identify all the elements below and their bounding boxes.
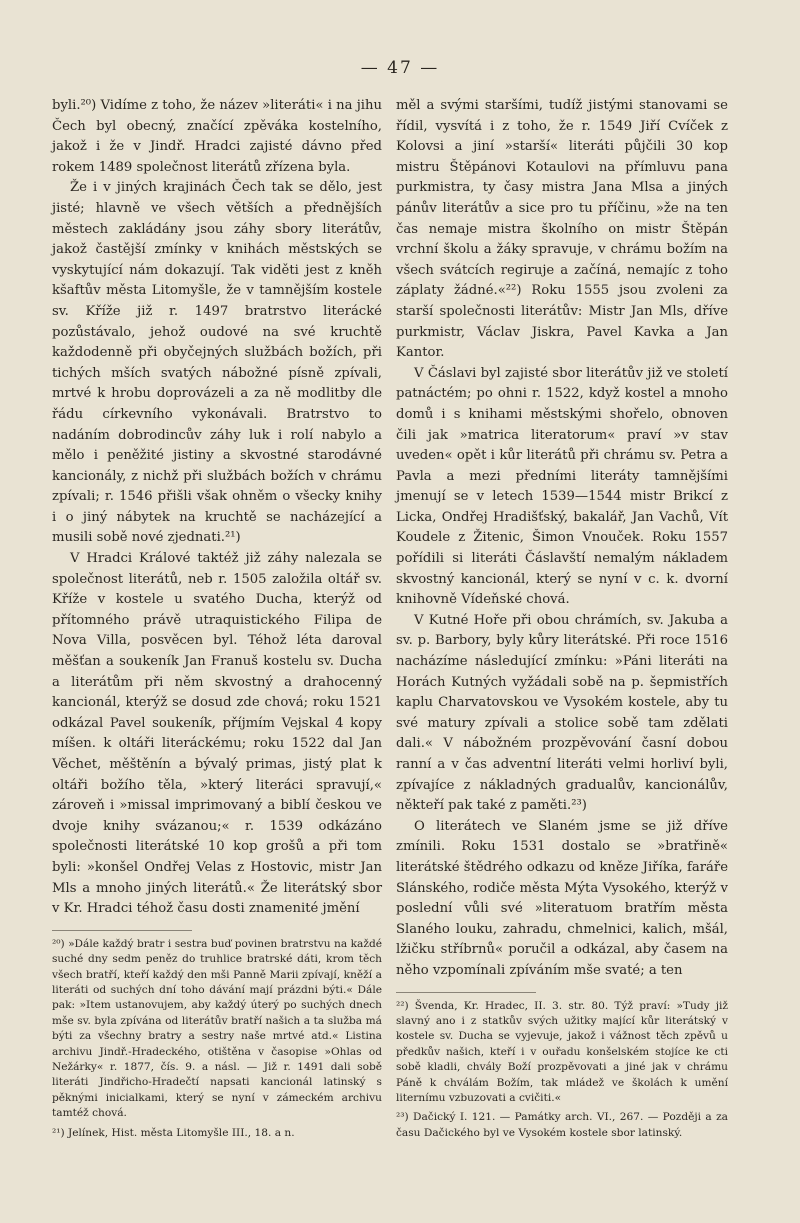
footnote-divider [52,930,192,931]
paragraph: O literátech ve Slaném jsme se již dříve zmínili. Roku 1531 dostalo se »bratřině« literátské štědrého odkazu od kněze Jiříka, faráře Slánského, rodiče města Mýta Vysokého, kterýž v poslední vůli své »literatuom bratřím města Slaného louku, zahradu, chmelnici, kalich, mšál, lžičku stříbrnů« poručil a odkázal, aby časem na něho vzpomínali zpíváním mše svaté; a ten [396,818,728,978]
paragraph: V Kutné Hoře při obou chrámích, sv. Jakuba a sv. p. Barbory, byly kůry literátské. Při roce 1516 nacházíme následující zmínku: »Páni literáti na Horách Kutných vyžádali sobě na p. šepmistřích kaplu Charvatovskou ve Vysokém kostele, aby tu své matury zpívali a stolice sobě tam zdělati dali.« V nábožném prozpěvování časní dobou ranní a v čas adventní literáti velmi horliví byli, zpívajíce z nákladných gradualův, kancionálův, někteří pak také z paměti.²³) [396,612,728,814]
paragraph: měl a svými staršími, tudíž jistými stanovami se řídil, vysvítá i z toho, že r. 1549 Jiří Cvíček z Kolovsi a jiní »starší« literáti půjčili 30 kop mistru Štěpánovi Kotaulovi na přímluvu pana purkmistra, ty časy mistra Jana Mlsa a jiných pánův literátův a sice pro tu příčinu, »že na ten čas nemaje mistra školního on mistr Štěpán vrchní školu a žáky spravuje, v chrámu božím na všech svátcích regiruje a začíná, nemajíc z toho záplaty žádné.«²²) Roku 1555 jsou zvoleni za starší společnosti literátův: Mistr Jan Mls, dříve purkmistr, Václav Jiskra, Pavel Kavka a Jan Kantor. [396,98,728,361]
paragraph: V Hradci Králové taktéž již záhy nalezala se společnost literátů, neb r. 1505 založila oltář sv. Kříže v kostele u svatého Ducha, kterýž od přítomného právě utraquistického Filipa de Nova Villa, posvěcen byl. Téhož léta daroval měšťan a soukeník Jan Franuš kostelu sv. Ducha a literátům při něm skvostný a drahocenný kancionál, kterýž se dosud zde chová; roku 1521 odkázal Pavel soukeník, příjmím Vejskal 4 kopy míšen. k oltáři literáckému; roku 1522 dal Jan Věchet, měštěnín a bývalý primas, jistý plat k oltáři božího těla, »který literáci spravují,« zároveň i »missal imprimovaný a biblí českou ve dvoje knihy svázanou;« r. 1539 odkázáno společnosti literátské 10 kop grošů a při tom byli: »konšel Ondřej Velas z Hostovic, mistr Jan Mls a mnoho jiných literátů.« Že literátský sbor v Kr. Hradci téhož času dosti znamenité jmění [52,551,382,917]
footnote-20: ²⁰) »Dále každý bratr i sestra buď povinen bratrstvu na každé suché dny sedm peněz do truhlice bratrské dáti, krom těch všech bratří, kteří každý den mši Panně Marii zpívají, kněží a literáti od suchých dní toho dávání mají prázdni býti.« Dále pak: »Item ustanovujem, aby každý úterý po suchých dnech mše sv. byla zpívána od literátův bratří našich a ta služba má býti za všechny bratry a sestry naše mrtvé atd.« Listina archivu Jindř.-Hradeckého, otištěna v časopise »Ohlas od Nežárky« r. 1877, čís. 9. a násl. — Již r. 1491 dali sobě literáti Jindřicho-Hradečtí napsati kancionál latinský s pěknými inicialkami, který se nyní v zámeckém archivu tamtéž chová. [52,937,382,1120]
left-column [52,96,382,1145]
footnote-divider [396,992,536,993]
right-column [396,96,728,1145]
footnote-23: ²³) Dačický I. 121. — Památky arch. VI., 267. — Později a za času Dačického byl ve Vysokém kostele sbor latinský. [396,1111,728,1139]
paragraph: Že i v jiných krajinách Čech tak se dělo, jest jisté; hlavně ve všech větších a přednějších městech zakládány jsou záhy sbory literátův, jakož častější zmínky v knihách městských se vyskytující nám dokazují. Tak viděti jest z kněh kšaftův města Litomyšle, že v tamnějším kostele sv. Kříže již r. 1497 bratrstvo literácké pozůstávalo, jehož oudové na své kruchtě každodenně při obyčejných službách božích, při tichých mších svatých nábožné písně zpívali, mrtvé k hrobu doprovázeli a za ně modlitby dle řádu církevního vykonávali. Bratrstvo to nadáním dobrodincův záhy luk i rolí nabylo a mělo i peněžité jistiny a skvostné starodávné kancionály, z nichž při službách božích v chrámu zpívali; r. 1546 přišli však ohněm o všecky knihy i o jiný nábytek na kruchtě se nacházející a musili sobě nové zjednati.²¹) [52,180,382,546]
page-number: — 47 — [360,58,440,78]
footnote-21: ²¹) Jelínek, Hist. města Litomyšle III., 18. a n. [52,1126,295,1139]
footnote-22: ²²) Švenda, Kr. Hradec, II. 3. str. 80. Týž praví: »Tudy již slavný ano i z statkův svých užitky mající kůr literátský v kostele sv. Ducha se vyjevuje, jakož i vážnost těch zpěvů u předkův našich, kteří i v ouřadu konšelském stojíce ke cti sobě kladli, chvály Boží prozpěvovati a jiné jak v chrámu Páně k chválám Božím, tak mládež ve školách k umění liternímu vzbuzovati a cvičiti.« [396,999,728,1104]
paragraph: byli.²⁰) Vidíme z toho, že název »literáti« i na jihu Čech byl obecný, značící zpěváka kostelního, jakož i že v Jindř. Hradci zajisté dávno před rokem 1489 společnost literátů zřízena byla. [52,98,382,175]
paragraph: V Čáslavi byl zajisté sbor literátův již ve století patnáctém; po ohni r. 1522, když kostel a mnoho domů i s knihami městskými shořelo, obnoven čili jak »matrica literatorum« praví »v stav uveden« opět i kůr literátů při chrámu sv. Petra a Pavla a mezi předními literáty tamnějšími jmenují se v letech 1539—1544 mistr Brikcí z Licka, Ondřej Hradišťský, bakalář, Jan Vachů, Vít Koudele z Žitenic, Šimon Vnouček. Roku 1557 pořídili si literáti Čáslavští nemalým nákladem skvostný kancionál, který se nyní v c. k. dvorní knihovně Vídeňské chová. [396,365,728,608]
